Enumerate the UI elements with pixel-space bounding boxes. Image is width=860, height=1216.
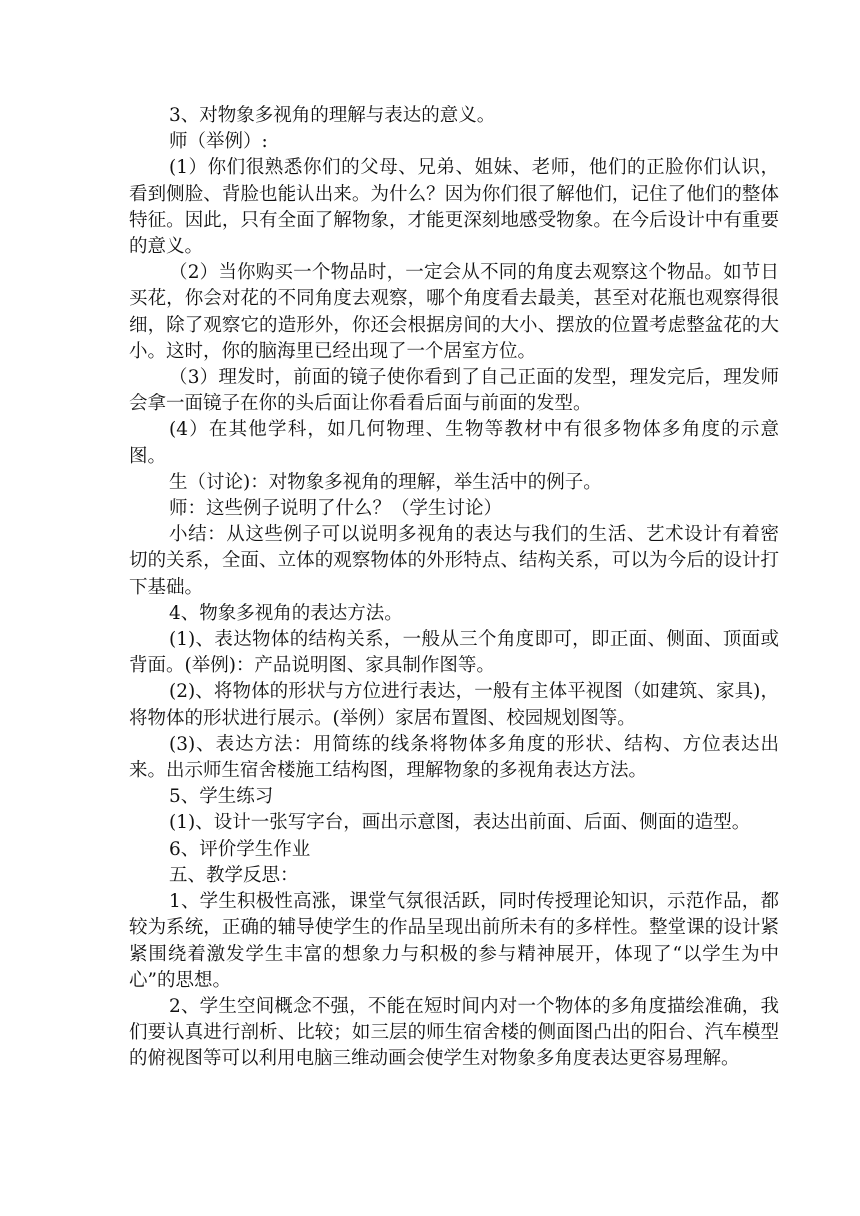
paragraph: 师（举例）: <box>169 131 268 153</box>
paragraph: (3)、表达方法：用简练的线条将物体多角度的形状、结构、方位表达出来。出示师生宿舍楼施工结构图，理解物象的多视角表达方法。 <box>129 733 779 782</box>
section-heading: 4、物象多视角的表达方法。 <box>169 602 403 624</box>
document-body <box>129 103 779 1073</box>
paragraph: (1）你们很熟悉你们的父母、兄弟、姐妹、老师，他们的正脸你们认识，看到侧脸、背脸也能认出来。为什么？因为你们很了解他们，记住了他们的整体特征。因此，只有全面了解物象，才能更深刻地感受物象。在今后设计中有重要的意义。 <box>129 157 779 258</box>
section-heading: 3、对物象多视角的理解与表达的意义。 <box>169 105 496 126</box>
paragraph: （2）当你购买一个物品时，一定会从不同的角度去观察这个物品。如节日买花，你会对花的不同角度去观察，哪个角度看去最美，甚至对花瓶也观察得很细，除了观察它的造形外，你还会根据房间的大小、摆放的位置考虑整盆花的大小。这时，你的脑海里已经出现了一个居室方位。 <box>129 262 779 362</box>
paragraph: 2、学生空间概念不强，不能在短时间内对一个物体的多角度描绘准确，我们要认真进行剖析、比较；如三层的师生宿舍楼的侧面图凸出的阳台、汽车模型的俯视图等可以利用电脑三维动画会使学生对物象多角度表达更容易理解。 <box>129 995 779 1070</box>
paragraph: 1、学生积极性高涨，课堂气氛很活跃，同时传授理论知识，示范作品，都较为系统，正确的辅导使学生的作品呈现出前所未有的多样性。整堂课的设计紧紧围绕着激发学生丰富的想象力与积极的参与精神展开，体现了“以学生为中心”的思想。 <box>129 891 779 991</box>
paragraph: （3）理发时，前面的镜子使你看到了自己正面的发型，理发完后，理发师会拿一面镜子在你的头后面让你看看后面与前面的发型。 <box>129 367 779 415</box>
section-heading: 5、学生练习 <box>169 786 274 808</box>
section-heading: 五、教学反思： <box>169 864 299 886</box>
paragraph: 生（讨论)：对物象多视角的理解，举生活中的例子。 <box>169 471 602 493</box>
paragraph: (2)、将物体的形状与方位进行表达，一般有主体平视图（如建筑、家具)，将物体的形状进行展示。(举例）家居布置图、校园规划图等。 <box>129 681 779 729</box>
paragraph: 师：这些例子说明了什么？（学生讨论） <box>169 498 503 520</box>
paragraph: (1)、设计一张写字台，画出示意图，表达出前面、后面、侧面的造型。 <box>169 812 751 834</box>
paragraph: (1)、表达物体的结构关系，一般从三个角度即可，即正面、侧面、顶面或背面。(举例)：产品说明图、家具制作图等。 <box>129 629 779 677</box>
paragraph: (4）在其他学科，如几何物理、生物等教材中有很多物体多角度的示意图。 <box>129 419 779 467</box>
section-heading: 6、评价学生作业 <box>169 838 311 860</box>
paragraph: 小结：从这些例子可以说明多视角的表达与我们的生活、艺术设计有着密切的关系，全面、立体的观察物体的外形特点、结构关系，可以为今后的设计打下基础。 <box>129 524 779 598</box>
